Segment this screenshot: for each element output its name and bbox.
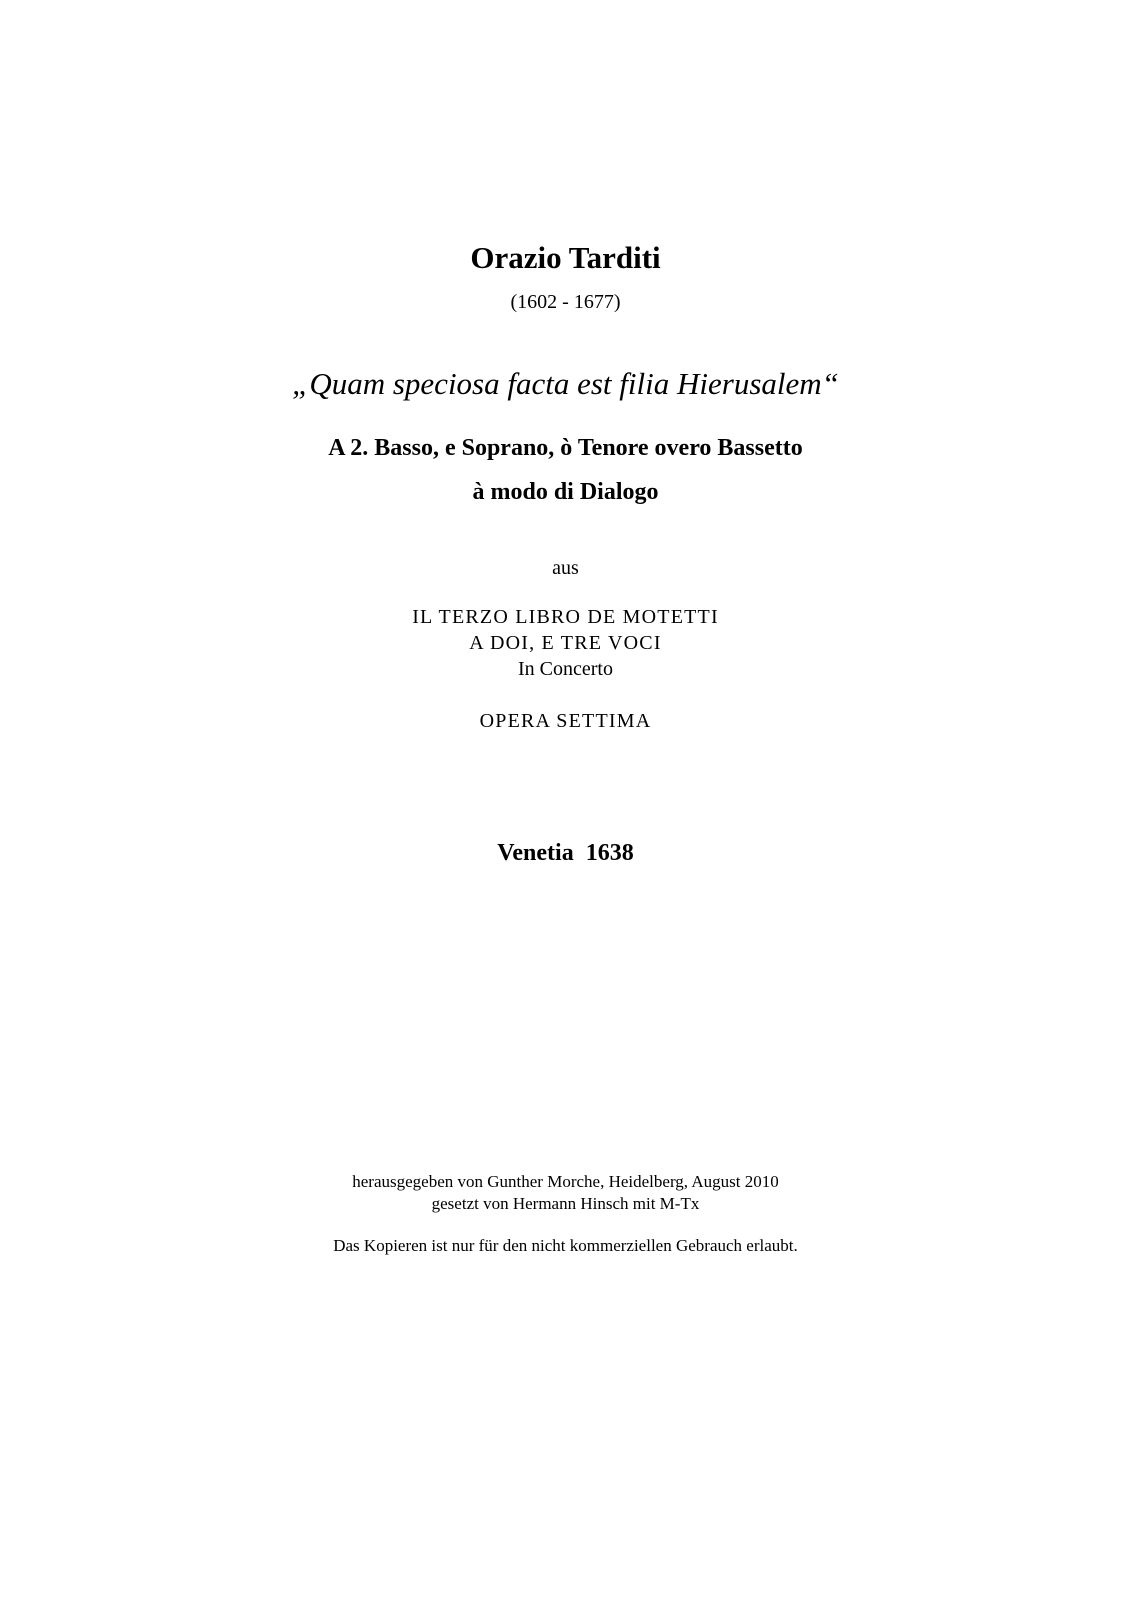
license-note: Das Kopieren ist nur für den nicht kommerziellen Gebrauch erlaubt. bbox=[333, 1236, 798, 1255]
source-book-line-1: IL TERZO LIBRO DE MOTETTI bbox=[412, 606, 719, 628]
publication-place-year: Venetia 1638 bbox=[497, 840, 634, 866]
editor-credit: herausgegeben von Gunther Morche, Heidelberg, August 2010 bbox=[352, 1172, 779, 1191]
motet-title: „Quam speciosa facta est filia Hierusalem“ bbox=[292, 366, 839, 401]
from-label: aus bbox=[552, 557, 579, 579]
source-book-line-3: In Concerto bbox=[518, 658, 613, 680]
scoring-line-2: à modo di Dialogo bbox=[472, 479, 659, 505]
composer-dates: (1602 - 1677) bbox=[510, 291, 621, 313]
typesetter-credit: gesetzt von Hermann Hinsch mit M-Tx bbox=[431, 1194, 700, 1213]
scoring-line-1: A 2. Basso, e Soprano, ò Tenore overo Bassetto bbox=[328, 435, 803, 461]
opus-number: OPERA SETTIMA bbox=[479, 710, 652, 732]
source-book-line-2: A DOI, E TRE VOCI bbox=[469, 632, 662, 654]
composer-name: Orazio Tarditi bbox=[470, 240, 661, 275]
